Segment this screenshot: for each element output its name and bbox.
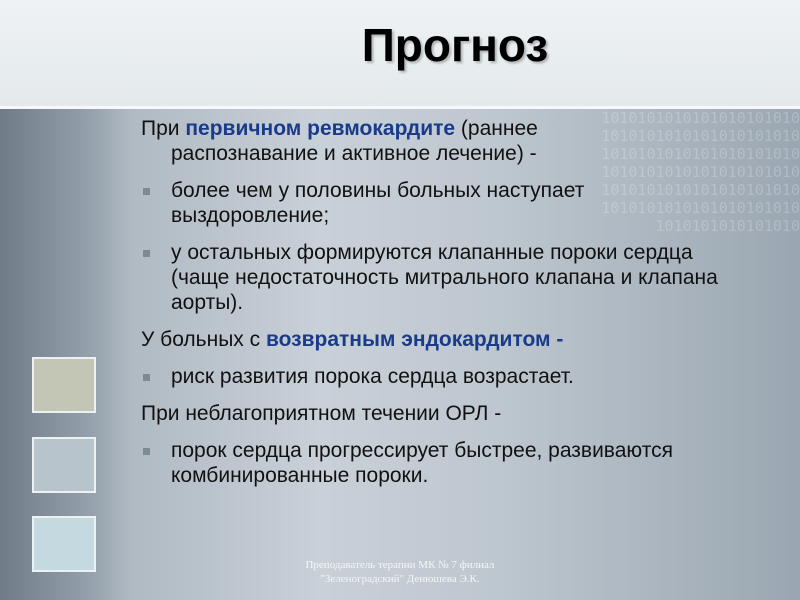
highlight-text: первичном ревмокардите xyxy=(185,117,456,140)
footer xyxy=(240,558,560,586)
paragraph-recurrent-endocarditis xyxy=(141,327,741,352)
bullet-text: более чем у половины больных наступает выздоровление; xyxy=(171,179,585,227)
bullet-text: риск развития порока сердца возрастает. xyxy=(171,365,574,388)
footer-line-2: "Зеленоградский" Денюшева Э.К. xyxy=(320,573,480,585)
text-rest: (раннее xyxy=(455,117,538,140)
slide-body xyxy=(141,116,741,500)
footer-line-1: Преподаватель терапии МК № 7 филиал xyxy=(305,559,495,571)
binary-watermark: 1010101010101010101010101010101010101010101010101010101010101010101010101010101010101010101010101010101010101010101010101010101010101010101010101010 xyxy=(601,109,800,235)
paragraph-primary-rheumocarditis xyxy=(141,116,741,166)
bullet-item xyxy=(141,178,741,228)
text-prefix: У больных с xyxy=(141,328,266,351)
decor-square-2 xyxy=(32,437,96,493)
decor-square-1 xyxy=(32,357,96,413)
bullet-item xyxy=(141,438,741,488)
text-prefix: При неблагоприятном течении ОРЛ - xyxy=(141,402,502,425)
square-bullet-icon xyxy=(143,374,150,381)
bullet-item xyxy=(141,240,741,315)
bullet-text: у остальных формируются клапанные пороки сердца (чаще недостаточность митрального клапана и клапана аорты). xyxy=(171,241,718,314)
highlight-text: возвратным эндокардитом - xyxy=(265,328,564,351)
slide-title: Прогноз xyxy=(361,19,549,71)
paragraph-unfavorable-course xyxy=(141,401,741,426)
square-bullet-icon xyxy=(143,448,150,455)
bullet-item xyxy=(141,364,741,389)
text-prefix: При xyxy=(141,117,186,140)
text-continuation: распознавание и активное лечение) - xyxy=(171,142,537,165)
square-bullet-icon xyxy=(143,188,150,195)
square-bullet-icon xyxy=(143,250,150,257)
bullet-text: порок сердца прогрессирует быстрее, развиваются комбинированные пороки. xyxy=(171,439,673,487)
decor-square-3 xyxy=(32,516,96,572)
